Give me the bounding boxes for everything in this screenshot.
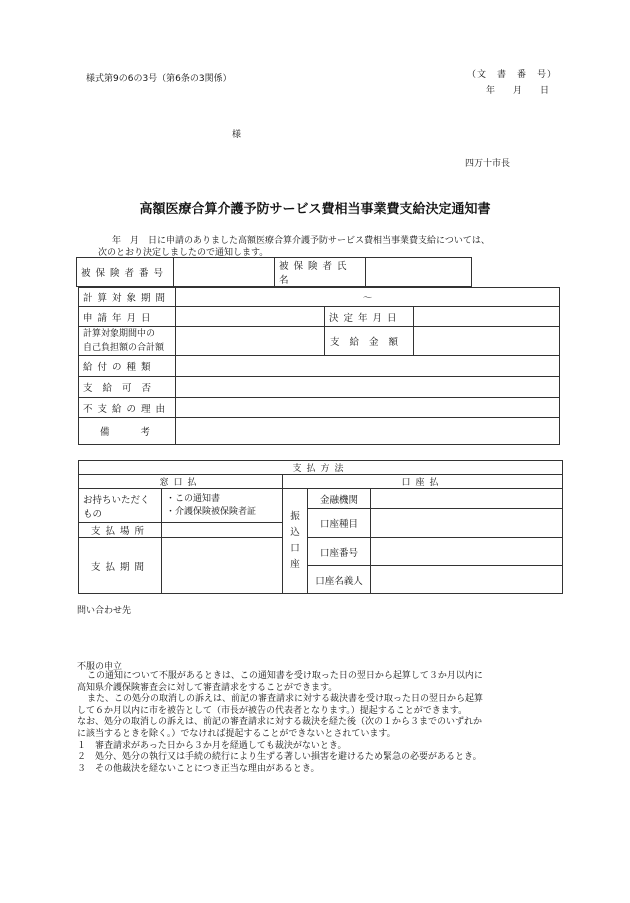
appeal-text: この通知について不服があるときは、この通知書を受け取った日の翌日から起算して３か月以内に 高知県介護保険審査会に対して審査請求をすることができます。 また、この処分の取消しの訴えは、前記の審査請求に対する裁決書を受け取った日の翌日から起算 して６か月以内に市を被告として（市長が被告の代表者となります。）提起することができます。 なお、処分の取消しの訴えは、前記の審査請求に対する裁決を経た後（次の１から３までのいずれか に該当するときを除く。）でなければ提起することができないとされています。 １ 審査請求があった日から３か月を経過しても裁決がないとき。 ２ 処分、処分の執行又は手続の続行により生ずる著しい損害を避けるため緊急の必要があるとき。 ３ その他裁決を経ないことにつき正当な理由があるとき。 bbox=[77, 671, 484, 774]
contact-label: 問い合わせ先 bbox=[77, 606, 132, 616]
reason-value bbox=[176, 398, 560, 418]
benefit-type-label: 給付の種類 bbox=[79, 356, 176, 377]
issuer: 四万十市長 bbox=[465, 159, 511, 169]
transfer-account-label: 振込口座 bbox=[283, 489, 308, 594]
payment-period-value bbox=[162, 538, 283, 594]
amount-label: 支給金額 bbox=[325, 327, 414, 356]
self-pay-value bbox=[176, 327, 325, 356]
document-number: （文 書 番 号） bbox=[467, 70, 558, 80]
form-number: 様式第9の6の3号（第6条の3関係） bbox=[86, 74, 232, 84]
issue-date: 年 月 日 bbox=[486, 86, 550, 96]
amount-value bbox=[414, 327, 560, 356]
reason-label: 不支給の理由 bbox=[79, 398, 176, 418]
apply-date-label: 申請年月日 bbox=[79, 307, 176, 327]
account-number-value bbox=[371, 538, 563, 566]
payment-place-value bbox=[162, 523, 283, 538]
decision-date-label: 決定年月日 bbox=[325, 307, 414, 327]
insured-number-label: 被保険者番号 bbox=[77, 258, 174, 287]
period-label: 計算対象期間 bbox=[79, 288, 176, 307]
payment-table bbox=[78, 460, 563, 594]
insured-number-value bbox=[174, 258, 275, 287]
apply-date-value bbox=[176, 307, 325, 327]
insured-table bbox=[76, 257, 472, 287]
insured-name-label: 被保険者氏名 bbox=[275, 258, 366, 287]
approval-value bbox=[176, 377, 560, 398]
bring-label: お持ちいただくもの bbox=[79, 489, 162, 523]
self-pay-label: 計算対象期間中の 自己負担額の合計額 bbox=[79, 327, 176, 356]
bank-value bbox=[371, 489, 563, 509]
payment-method-label: 支払方法 bbox=[79, 461, 563, 475]
account-holder-value bbox=[371, 566, 563, 594]
account-type-value bbox=[371, 509, 563, 538]
remarks-label: 備 考 bbox=[79, 418, 176, 445]
benefit-type-value bbox=[176, 356, 560, 377]
decision-date-value bbox=[414, 307, 560, 327]
account-holder-label: 口座名義人 bbox=[308, 566, 371, 594]
payment-period-label: 支払期間 bbox=[79, 538, 162, 594]
account-type-label: 口座種目 bbox=[308, 509, 371, 538]
window-payment-label: 窓口払 bbox=[79, 475, 283, 489]
page-title: 高額医療合算介護予防サービス費相当事業費支給決定通知書 bbox=[139, 202, 491, 217]
insured-name-value bbox=[366, 258, 472, 287]
account-payment-label: 口座払 bbox=[283, 475, 563, 489]
bank-label: 金融機関 bbox=[308, 489, 371, 509]
account-number-label: 口座番号 bbox=[308, 538, 371, 566]
period-value: ～ bbox=[176, 288, 560, 307]
approval-label: 支給可否 bbox=[79, 377, 176, 398]
appeal-heading: 不服の申立 bbox=[77, 662, 123, 672]
bring-items: ・この通知書 ・介護保険被保険者証 bbox=[162, 489, 283, 523]
intro-line-2: 次のとおり決定しましたので通知します。 bbox=[98, 248, 269, 258]
recipient-suffix: 様 bbox=[232, 130, 242, 140]
intro-line-1: 年 月 日に申請のありました高額医療合算介護予防サービス費相当事業費支給については、 bbox=[112, 236, 490, 246]
decision-table bbox=[78, 287, 560, 445]
payment-place-label: 支払場所 bbox=[79, 523, 162, 538]
remarks-value bbox=[176, 418, 560, 445]
